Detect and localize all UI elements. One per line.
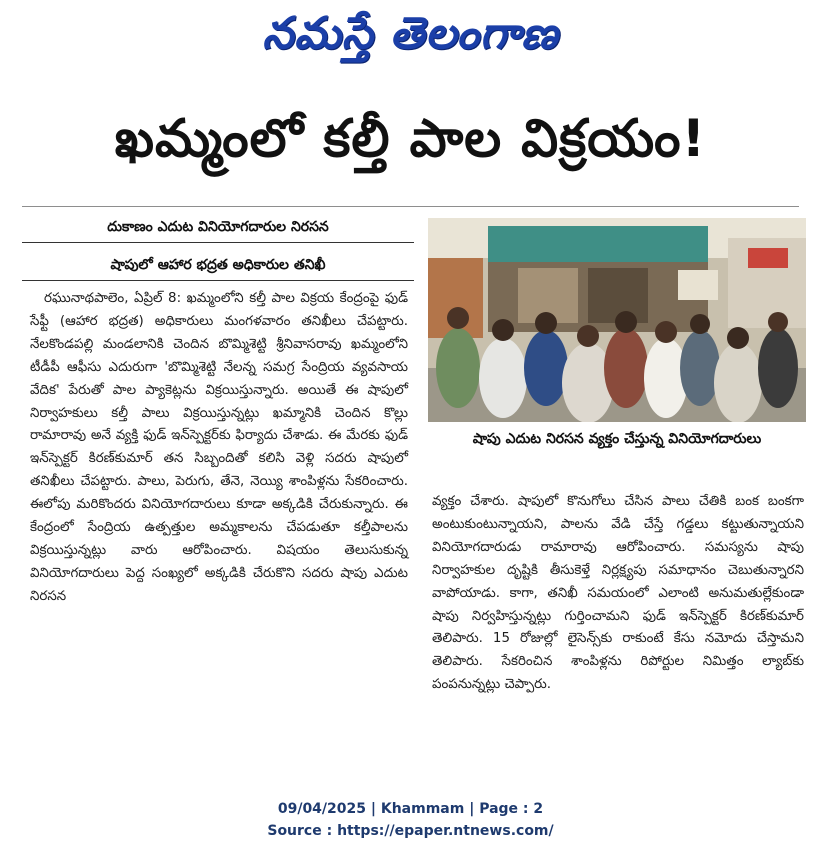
news-photo [428,218,806,422]
subheading-2: షాపులో ఆహార భద్రత అధికారుల తనిఖీ [22,252,414,281]
edition-info: 09/04/2025 | Khammam | Page : 2 [277,801,544,817]
headline-text: ఖమ్మంలో కల్తీ పాల విక్రయం! [114,108,707,169]
subheading-1: దుకాణం ఎదుట వినియోగదారుల నిరసన [22,214,414,243]
newspaper-title: నమస్తే తెలంగాణ [262,8,559,59]
masthead [0,0,821,78]
article-body-right: వ్యక్తం చేశారు. షాపులో కొనుగోలు చేసిన పాలు చేతికి బంక బంకగా అంటుకుంటున్నాయని, పాలను వేడి చేస్తే గడ్డలు కట్టుతున్నాయని వినియోగదారుడు రామారావు ఆరోపించారు. సమస్యను షాపు నిర్వాహకుల దృష్టికి తీసుకెళ్తే నిర్లక్ష్యపు సమాధానం చెబుతున్నారని వాపోయాడు. కాగా, తనిఖీ సమయంలో ఎలాంటి అనుమతుల్లేకుండా షాపు నిర్వహిస్తున్నట్లు గుర్తించామని ఫుడ్ ఇన్‌స్పెక్టర్ కిరణ్‌కుమార్ తెలిపారు. 15 రోజుల్లో లైసెన్స్‌కు రాకుంటే కేసు నమోదు చేస్తామని తెలిపారు. సేకరించిన శాంపిళ్లను రిపోర్టుల నిమిత్తం ల్యాబ్‌కు పంపనున్నట్లు చెప్పారు. [432,494,804,693]
headline [0,100,821,190]
crowd-photo-illustration [428,218,806,422]
photo-caption: షాపు ఎదుట నిరసన వ్యక్తం చేస్తున్న వినియోగదారులు [472,431,762,447]
article-body-left: రఘునాథపాలెం, ఏప్రిల్ 8: ఖమ్మంలోని కల్తీ పాల విక్రయ కేంద్రంపై ఫుడ్ సేఫ్టీ (ఆహార భద్రత) అధికారులు మంగళవారం తనిఖీలు చేపట్టారు. నేలకొండపల్లి మండలానికి చెందిన బొమ్మిశెట్టి శ్రీనివాసరావు ఖమ్మంలోని టీడీపీ ఆఫీసు ఎదురుగా 'బొమ్మిశెట్టి నేలన్న సమగ్ర సేంద్రియ వ్యవసాయ వేదిక' పేరుతో పాల ప్యాకెట్లను విక్రయిస్తున్నారు. అయితే ఈ షాపులో నిర్వాహకులు కల్తీ పాలు విక్రయిస్తున్నట్లు ఖమ్మానికి చెందిన కొల్లు రామారావు అనే వ్యక్తి ఫుడ్ ఇన్‌స్పెక్టర్‌కు ఫిర్యాదు చేశాడు. ఈ మేరకు ఫుడ్ ఇన్‌స్పెక్టర్ కిరణ్‌కుమార్ తన సిబ్బందితో కలిసి వెళ్లి సదరు షాపులో తనిఖీలు చేపట్టారు. పాలు, పెరుగు, తేనె, నెయ్యి శాంపిళ్లను సేకరించారు. ఈలోపు మరికొందరు వినియోగదారులు కూడా అక్కడికి చేరుకున్నారు. ఈ కేంద్రంలో సేంద్రియ ఉత్పత్తుల అమ్మకాలను చేపడుతూ కల్తీపాలను విక్రయిస్తున్నట్లు వారు ఆరోపించారు. విషయం తెలుసుకున్న వినియోగదారులు పెద్ద సంఖ్యలో అక్కడికి చేరుకొని సదరు షాపు ఎదుట నిరసన [30,291,408,604]
source-link[interactable]: Source : https://epaper.ntnews.com/ [267,823,554,839]
